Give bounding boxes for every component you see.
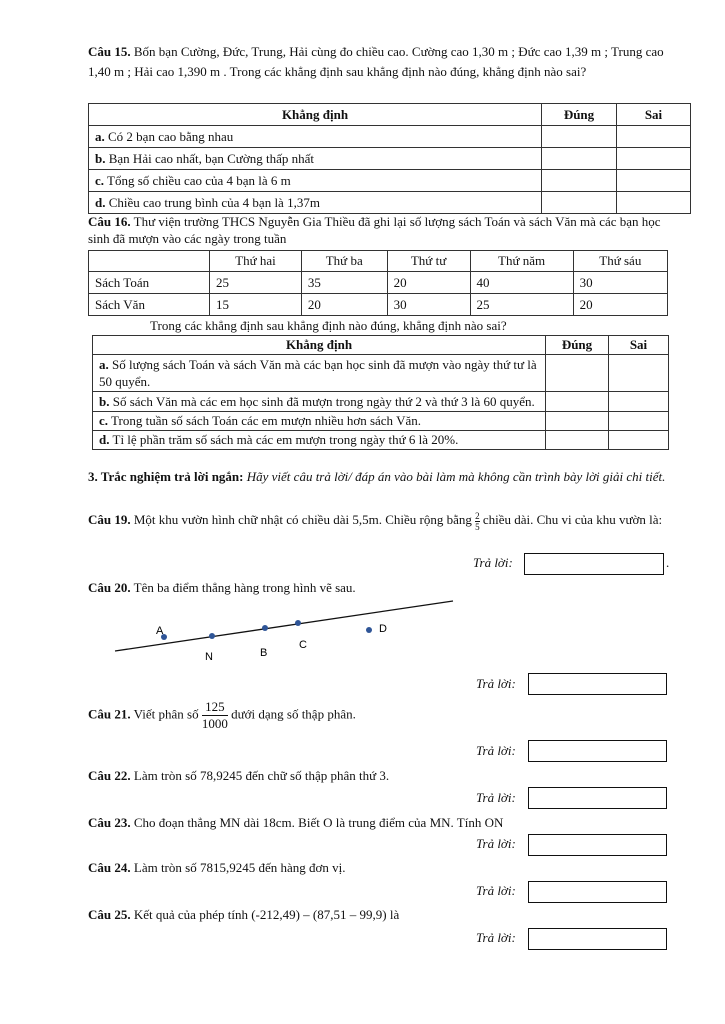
table-row bbox=[93, 412, 669, 431]
true-cell[interactable] bbox=[546, 355, 609, 392]
table-cell: 25 bbox=[470, 294, 573, 316]
question-text-cont: dưới dạng số thập phân. bbox=[231, 706, 356, 722]
answer-box-24[interactable] bbox=[528, 881, 667, 903]
row-label: b. bbox=[95, 150, 106, 166]
false-cell[interactable] bbox=[617, 192, 691, 214]
q16-statement-table bbox=[92, 335, 669, 450]
fraction-numerator: 2 bbox=[475, 510, 480, 521]
section-instruction: Hãy viết câu trả lời/ đáp án vào bài làm mà không cần trình bày lời giải chi tiết. bbox=[246, 469, 666, 484]
question-number: Câu 25. bbox=[88, 907, 131, 922]
row-label: a. bbox=[95, 128, 105, 144]
question-21 bbox=[88, 699, 673, 732]
question-15 bbox=[88, 42, 673, 82]
question-25 bbox=[88, 905, 673, 925]
label-d: D bbox=[379, 623, 387, 635]
false-cell[interactable] bbox=[609, 431, 669, 450]
table-cell: 30 bbox=[573, 272, 667, 294]
table-row bbox=[89, 126, 691, 148]
false-cell[interactable] bbox=[609, 392, 669, 412]
question-number: Câu 24. bbox=[88, 860, 131, 875]
row-text: Số sách Văn mà các em học sinh đã mượn trong ngày thứ 2 và thứ 3 là 60 quyển. bbox=[112, 394, 535, 409]
question-text-cont: chiều dài. Chu vi của khu vườn là: bbox=[482, 512, 663, 527]
point-n bbox=[209, 633, 215, 639]
answer-label: Trả lời: bbox=[476, 743, 516, 758]
false-cell[interactable] bbox=[617, 126, 691, 148]
row-text: Tổng số chiều cao của 4 bạn là 6 m bbox=[107, 172, 291, 188]
table-cell: 40 bbox=[470, 272, 573, 294]
table-cell: 15 bbox=[210, 294, 302, 316]
q15-statement-table bbox=[88, 103, 691, 214]
false-cell[interactable] bbox=[609, 355, 669, 392]
col-header: Thứ năm bbox=[470, 251, 573, 272]
fraction-numerator: 125 bbox=[202, 699, 228, 716]
answer-label: Trả lời: bbox=[476, 883, 516, 898]
question-22 bbox=[88, 766, 673, 786]
label-b: B bbox=[260, 647, 268, 659]
point-c bbox=[295, 620, 301, 626]
fraction-denominator: 5 bbox=[475, 521, 480, 532]
section-3-heading bbox=[88, 468, 673, 486]
answer-box-19[interactable] bbox=[524, 553, 664, 575]
false-cell[interactable] bbox=[617, 170, 691, 192]
question-text: Thư viện trường THCS Nguyễn Gia Thiều đã ghi lại số lượng sách Toán và sách Văn mà các bạn học sinh đã mượn vào các ngày trong tuần bbox=[88, 214, 661, 246]
question-number: Câu 21. bbox=[88, 706, 131, 722]
fraction-denominator: 1000 bbox=[201, 716, 228, 731]
false-cell[interactable] bbox=[617, 148, 691, 170]
answer-label: Trả lời: bbox=[473, 555, 513, 570]
col-header: Thứ tư bbox=[387, 251, 470, 272]
answer-label: Trả lời: bbox=[476, 790, 516, 805]
row-label: c. bbox=[99, 413, 109, 428]
question-text: Làm tròn số 7815,9245 đến hàng đơn vị. bbox=[133, 860, 346, 875]
table-row bbox=[89, 148, 691, 170]
answer-box-22[interactable] bbox=[528, 787, 667, 809]
col-header: Thứ sáu bbox=[573, 251, 667, 272]
header-statement: Khẳng định bbox=[89, 104, 542, 126]
header-true: Đúng bbox=[546, 336, 609, 355]
col-header: Thứ ba bbox=[301, 251, 387, 272]
question-text: Cho đoạn thẳng MN dài 18cm. Biết O là trung điểm của MN. Tính ON bbox=[133, 815, 504, 830]
row-text: Số lượng sách Toán và sách Văn mà các bạn học sinh đã mượn vào ngày thứ tư là 50 quyển. bbox=[99, 357, 537, 389]
q16-data-table bbox=[88, 250, 668, 316]
label-c: C bbox=[299, 639, 307, 651]
table-row bbox=[93, 431, 669, 450]
false-cell[interactable] bbox=[609, 412, 669, 431]
table-cell: 30 bbox=[387, 294, 470, 316]
table-cell: 20 bbox=[387, 272, 470, 294]
answer-box-20[interactable] bbox=[528, 673, 667, 695]
question-number: Câu 15. bbox=[88, 44, 131, 59]
fraction bbox=[202, 699, 228, 732]
row-label: d. bbox=[99, 432, 110, 447]
question-number: Câu 22. bbox=[88, 768, 131, 783]
question-number: Câu 16. bbox=[88, 214, 131, 229]
q16-prompt: Trong các khẳng định sau khẳng định nào đúng, khẳng định nào sai? bbox=[150, 318, 507, 333]
row-label: b. bbox=[99, 394, 110, 409]
question-number: Câu 20. bbox=[88, 580, 131, 595]
answer-label: Trả lời: bbox=[476, 836, 516, 851]
question-text: Làm tròn số 78,9245 đến chữ số thập phân thứ 3. bbox=[133, 768, 390, 783]
answer-label: Trả lời: bbox=[476, 676, 516, 691]
row-text: Có 2 bạn cao bằng nhau bbox=[108, 128, 234, 144]
row-label: a. bbox=[99, 357, 109, 372]
question-number: Câu 19. bbox=[88, 512, 131, 527]
question-text: Kết quả của phép tính (-212,49) – (87,51 – 99,9) là bbox=[133, 907, 400, 922]
row-text: Trong tuần số sách Toán các em mượn nhiều hơn sách Văn. bbox=[111, 413, 421, 428]
true-cell[interactable] bbox=[546, 392, 609, 412]
table-cell: 20 bbox=[573, 294, 667, 316]
header-false: Sai bbox=[609, 336, 669, 355]
table-row bbox=[89, 272, 668, 294]
col-header: Thứ hai bbox=[210, 251, 302, 272]
question-text: Bốn bạn Cường, Đức, Trung, Hải cùng đo chiều cao. Cường cao 1,30 m ; Đức cao 1,39 m ; Trung cao 1,40 m ; Hải cao 1,390 m . Trong các khẳng định sau khẳng định nào đúng, khẳng định nào sai? bbox=[88, 44, 664, 79]
question-text: Tên ba điểm thẳng hàng trong hình vẽ sau. bbox=[133, 580, 356, 595]
row-text: Chiều cao trung bình của 4 bạn là 1,37m bbox=[108, 194, 320, 210]
table-cell: 20 bbox=[301, 294, 387, 316]
row-label: d. bbox=[95, 194, 106, 210]
straight-line bbox=[115, 601, 453, 651]
question-19 bbox=[88, 509, 673, 532]
row-header: Sách Toán bbox=[89, 272, 210, 294]
header-true: Đúng bbox=[542, 104, 617, 126]
answer-box-25[interactable] bbox=[528, 928, 667, 950]
table-row bbox=[89, 294, 668, 316]
period: . bbox=[666, 555, 670, 570]
corner-cell bbox=[89, 251, 210, 272]
question-24 bbox=[88, 858, 673, 878]
label-a: A bbox=[156, 625, 164, 637]
table-row bbox=[89, 170, 691, 192]
section-title: 3. Trắc nghiệm trả lời ngắn: bbox=[88, 469, 244, 484]
table-cell: 35 bbox=[301, 272, 387, 294]
row-label: c. bbox=[95, 172, 105, 188]
row-text: Tỉ lệ phần trăm số sách mà các em mượn trong ngày thứ 6 là 20%. bbox=[112, 432, 459, 447]
table-row bbox=[93, 355, 669, 392]
question-text: Một khu vườn hình chữ nhật có chiều dài 5,5m. Chiều rộng bằng bbox=[133, 512, 472, 527]
true-cell[interactable] bbox=[546, 412, 609, 431]
point-b bbox=[262, 625, 268, 631]
point-d bbox=[366, 627, 372, 633]
question-number: Câu 23. bbox=[88, 815, 131, 830]
true-cell[interactable] bbox=[542, 126, 617, 148]
answer-box-21[interactable] bbox=[528, 740, 667, 762]
header-false: Sai bbox=[617, 104, 691, 126]
collinear-figure bbox=[100, 595, 470, 670]
true-cell[interactable] bbox=[542, 170, 617, 192]
header-statement: Khẳng định bbox=[93, 336, 546, 355]
label-n: N bbox=[205, 651, 213, 663]
table-row bbox=[89, 192, 691, 214]
answer-label: Trả lời: bbox=[476, 930, 516, 945]
table-cell: 25 bbox=[210, 272, 302, 294]
true-cell[interactable] bbox=[542, 192, 617, 214]
question-text: Viết phân số bbox=[133, 706, 199, 722]
fraction bbox=[475, 511, 480, 532]
question-23 bbox=[88, 813, 673, 833]
table-row bbox=[93, 392, 669, 412]
true-cell[interactable] bbox=[542, 148, 617, 170]
row-header: Sách Văn bbox=[89, 294, 210, 316]
answer-box-23[interactable] bbox=[528, 834, 667, 856]
true-cell[interactable] bbox=[546, 431, 609, 450]
question-16 bbox=[88, 213, 673, 247]
row-text: Bạn Hải cao nhất, bạn Cường thấp nhất bbox=[108, 150, 314, 166]
